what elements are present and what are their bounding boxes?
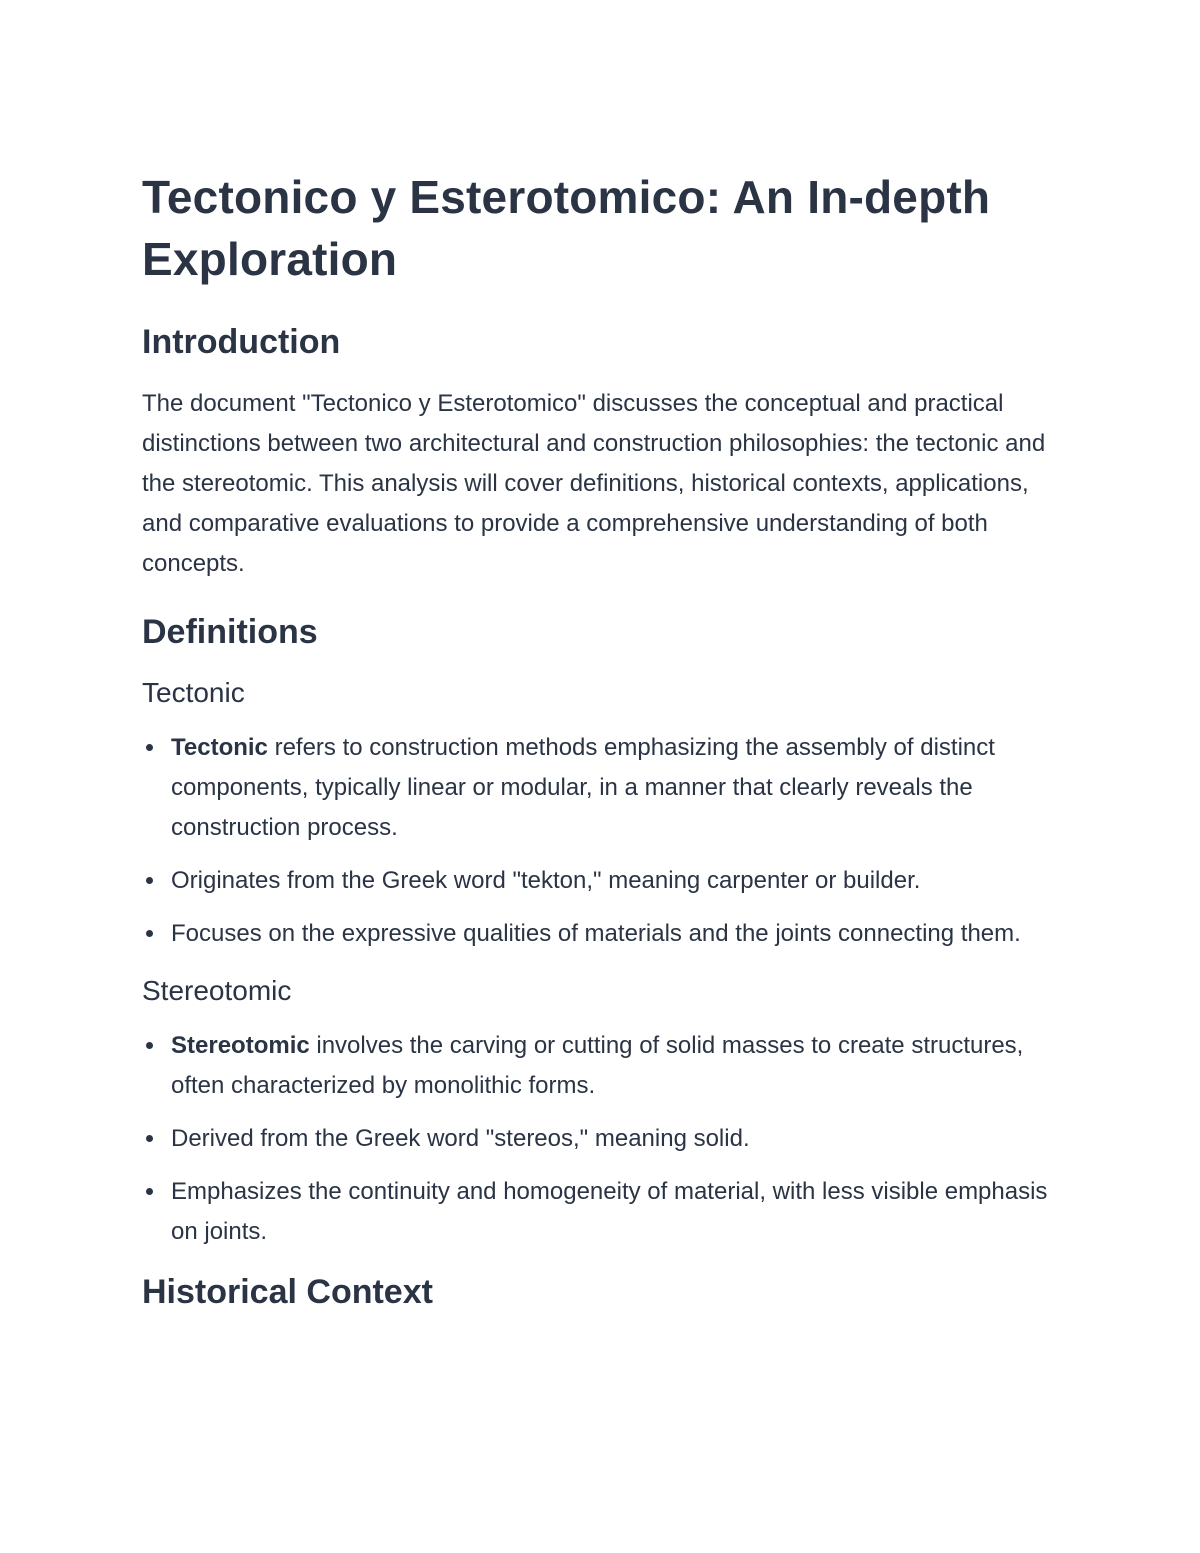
list-item-text: Focuses on the expressive qualities of materials and the joints connecting them.: [171, 920, 1021, 947]
bullet-icon: [146, 930, 153, 937]
list-item: [142, 1119, 1070, 1159]
list-item: [142, 914, 1070, 954]
list-item-text: Derived from the Greek word "stereos," meaning solid.: [171, 1125, 750, 1152]
tectonic-list: [142, 728, 1070, 954]
subsection-heading-tectonic: Tectonic: [142, 677, 245, 708]
list-item-text: Originates from the Greek word "tekton," meaning carpenter or builder.: [171, 867, 921, 894]
section-heading-definitions: Definitions: [142, 613, 318, 651]
section-heading-historical-context: Historical Context: [142, 1273, 433, 1311]
document-title: Tectonico y Esterotomico: An In-depth Exploration: [142, 171, 991, 285]
bullet-icon: [146, 1042, 153, 1049]
list-item-bold: Stereotomic: [171, 1032, 310, 1059]
list-item-text: refers to construction methods emphasizing the assembly of distinct components, typically linear or modular, in a manner that clearly reveals the construction process.: [171, 734, 995, 841]
bullet-icon: [146, 1188, 153, 1195]
bullet-icon: [146, 744, 153, 751]
list-item: [142, 861, 1070, 901]
list-item-text: Emphasizes the continuity and homogeneity of material, with less visible emphasis on joints.: [171, 1178, 1048, 1245]
bullet-icon: [146, 877, 153, 884]
list-item: [142, 1026, 1070, 1106]
list-item: [142, 1172, 1070, 1252]
subsection-heading-stereotomic: Stereotomic: [142, 975, 292, 1006]
bullet-icon: [146, 1135, 153, 1142]
section-heading-introduction: Introduction: [142, 323, 341, 361]
list-item: [142, 728, 1070, 848]
introduction-paragraph: The document "Tectonico y Esterotomico" discusses the conceptual and practical distinctions between two architectural and construction philosophies: the tectonic and the stereotomic. This analysis will cover definitions, historical contexts, applications, and comparative evaluations to provide a comprehensive understanding of both concepts.: [142, 390, 1046, 577]
list-item-text: involves the carving or cutting of solid masses to create structures, often characterized by monolithic forms.: [171, 1032, 1024, 1099]
stereotomic-list: [142, 1026, 1070, 1252]
list-item-bold: Tectonic: [171, 734, 268, 761]
